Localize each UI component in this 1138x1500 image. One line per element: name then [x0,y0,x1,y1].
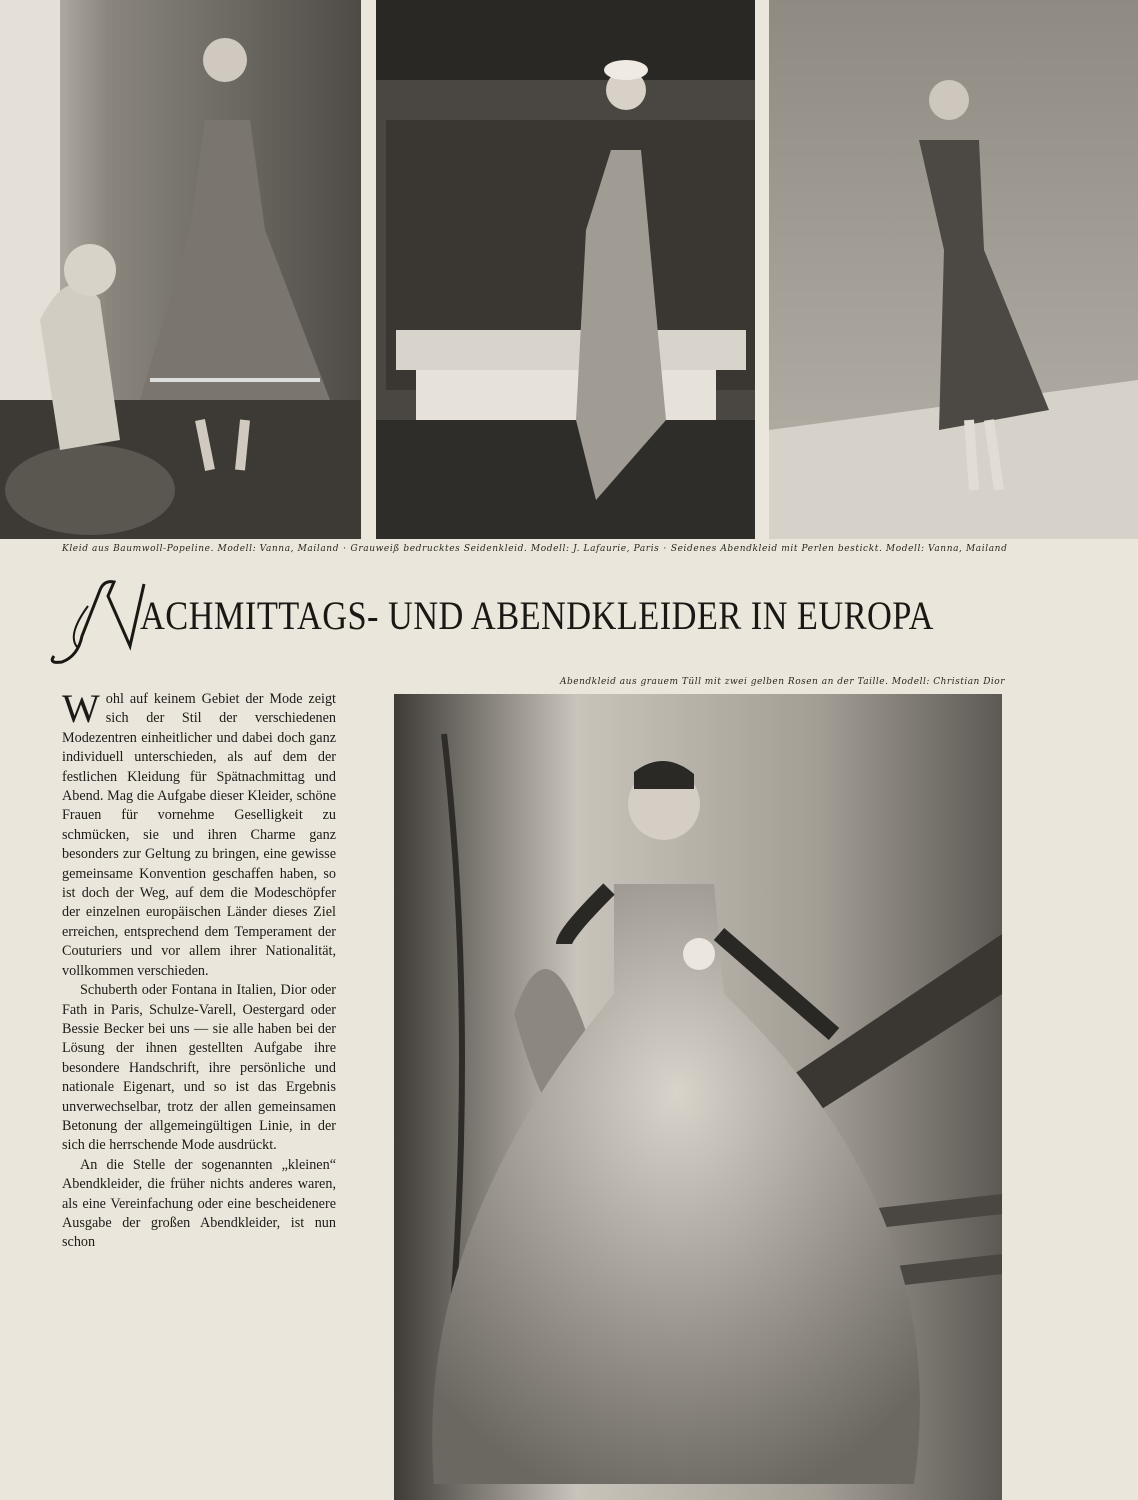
drop-cap: W [62,686,100,731]
photo-pearl-evening-dress [769,0,1138,539]
article-paragraph-3: An die Stelle der sogenannten „kleinen“ Abendkleider, die früher nichts anderes waren, als eine Vereinfachung oder eine bescheidenere Ausgabe der großen Abendkleider, ist nun schon [62,1156,336,1251]
article-paragraph-2: Schuberth oder Fontana in Italien, Dior oder Fath in Paris, Schulze-Varell, Oestergard oder Bessie Becker bei uns — sie alle haben bei der Lösung der ihnen gestellten Aufgabe ihre besondere Handschrift, ihre persönliche und nationale Eigenart, und so ist das Ergebnis unverwechselbar, trotz der allen gemeinsamen Betonung der allgemeingültigen Linie, in der sich die herrschende Mode ausdrückt. [62,982,336,1154]
caption-photo-3: Seidenes Abendkleid mit Perlen bestickt. Modell: Vanna, Mailand [670,544,1008,554]
caption-separator: · [343,544,347,554]
paragraph-1-text: ohl auf keinem Gebiet der Mode zeigt sich der Stil der verschiedenen Modezentren einheitlicher und dabei doch ganz individuell unterschieden, als auf dem der festlichen Kleidung für Spätnachmittag und Abend. Mag die Aufgabe dieser Kleider, schöne Frauen für vornehme Geselligkeit zu schmücken, sie und ihren Charme ganz besonders zur Geltung zu bringen, eine gewisse gemeinsame Konvention geschaffen haben, so ist doch der Weg, auf dem die Modeschöpfer der einzelnen europäischen Länder dieses Ziel erreichen, entsprechend dem Temperament der Couturiers und vor allem ihrer Nationalität, vollkommen verschieden. [62,691,336,979]
caption-photo-1: Kleid aus Baumwoll-Popeline. Modell: Vanna, Mailand [62,544,340,554]
photo-silk-dress [376,0,755,539]
article-paragraph-1 [62,686,336,981]
page-title [48,576,1058,666]
photo-cotton-dress [0,0,361,539]
headline-text: ACHMITTAGS- UND ABENDKLEIDER IN EUROPA [140,593,934,638]
caption-photo-2: Grauweiß bedrucktes Seidenkleid. Modell: J. Lafaurie, Paris [350,544,660,554]
caption-separator: · [663,544,667,554]
decorative-initial-n [48,576,148,666]
photo-dior-ball-gown [394,694,1002,1500]
caption-main-photo: Abendkleid aus grauem Tüll mit zwei gelben Rosen an der Taille. Modell: Christian Dior [560,677,1006,687]
headline-initial-text: N [48,576,49,577]
photo-captions [62,544,1062,554]
article-body [62,686,336,1253]
